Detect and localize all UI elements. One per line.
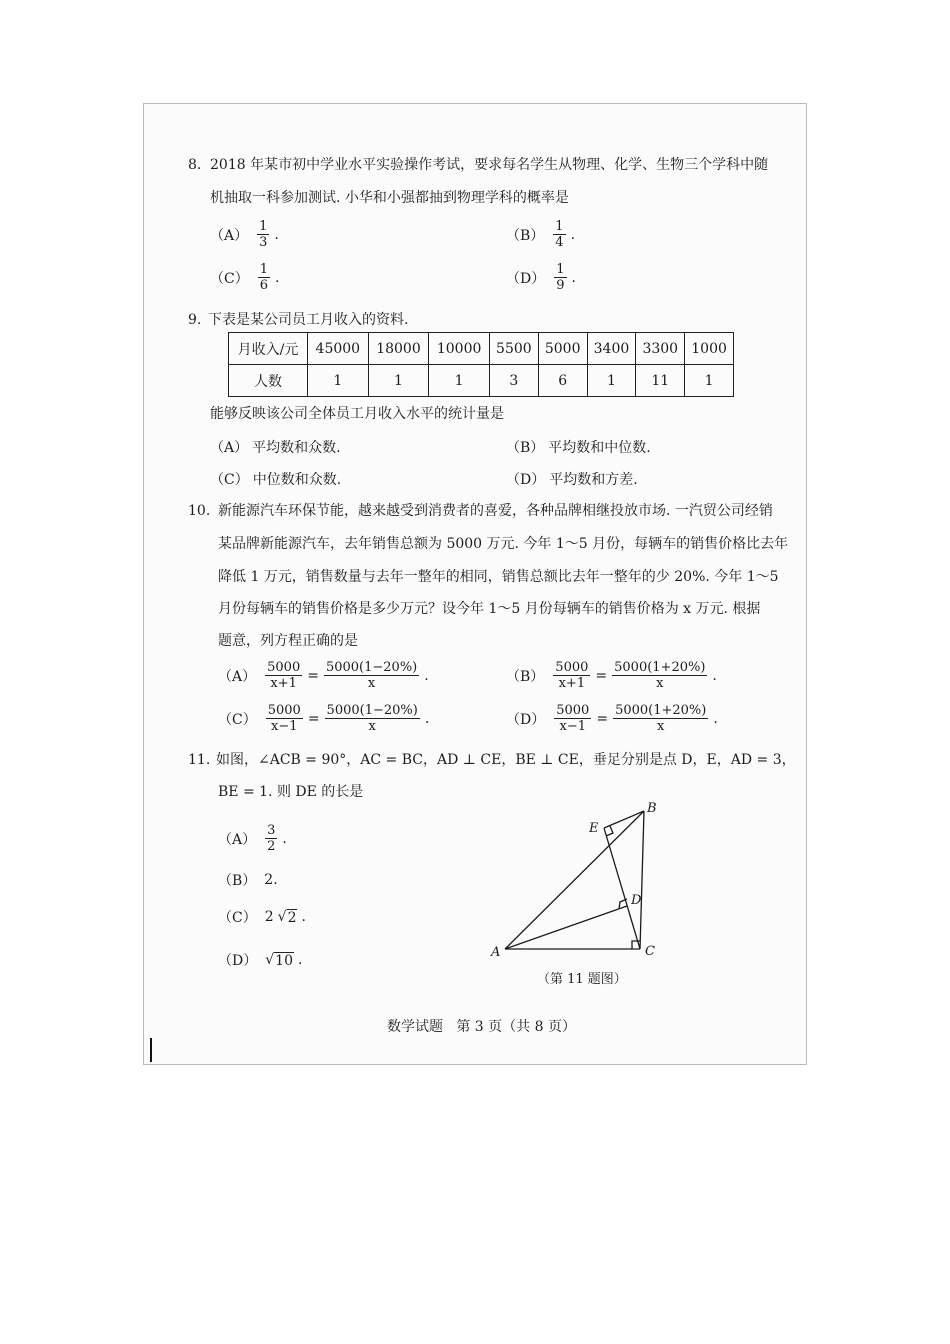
page-footer: 数学试题 第 3 页（共 8 页） xyxy=(387,1019,576,1035)
q8-option-d: （D） $\frac{1}{9}$ . xyxy=(506,262,576,293)
table-row-income xyxy=(229,333,734,365)
segment-bc xyxy=(640,811,644,949)
q9-question: 能够反映该公司全体员工月收入水平的统计量是 xyxy=(210,406,504,422)
q8-option-a: （A） $\frac{1}{3}$ . xyxy=(210,219,279,250)
q10-line-1: 新能源汽车环保节能，越来越受到消费者的喜爱，各种品牌相继投放市场. 一汽贸公司经销 xyxy=(218,503,773,519)
table-cell: 1 xyxy=(368,365,429,397)
q10-option-a: （A） $\frac{5000}{x+1}$ = $\frac{5000(1-20\%)}{x}$ . xyxy=(218,660,429,691)
q10-number: 10. xyxy=(188,503,211,519)
segment-ad xyxy=(505,906,627,949)
table-cell: 11 xyxy=(636,365,685,397)
table-cell: 1 xyxy=(429,365,490,397)
table-cell: 10000 xyxy=(429,333,490,365)
table-cell: 18000 xyxy=(368,333,429,365)
geometry-figure xyxy=(484,799,664,969)
table-cell: 1 xyxy=(587,365,636,397)
table-row-count xyxy=(229,365,734,397)
q9-option-b: （B） 平均数和中位数. xyxy=(506,440,651,456)
q9-option-d: （D） 平均数和方差. xyxy=(506,472,638,488)
table-cell: 6 xyxy=(538,365,587,397)
table-cell: 1000 xyxy=(685,333,734,365)
q8-option-c: （C） $\frac{1}{6}$ . xyxy=(210,262,280,293)
q11-option-a: （A） $\frac{3}{2}$ . xyxy=(218,823,287,854)
q11-option-b: （B） 2. xyxy=(218,872,278,889)
q10-line-5: 题意，列方程正确的是 xyxy=(218,633,358,649)
table-cell: 5500 xyxy=(489,333,538,365)
q10-option-c: （C） $\frac{5000}{x-1}$ = $\frac{5000(1-20\%)}{x}$ . xyxy=(218,703,430,734)
q10-option-b: （B） $\frac{5000}{x+1}$ = $\frac{5000(1+20\%)}{x}$ . xyxy=(506,660,717,691)
label-e: E xyxy=(589,821,599,836)
table-cell: 3300 xyxy=(636,333,685,365)
q8-number: 8. xyxy=(188,157,202,173)
q11-line-1: 如图，∠ACB = 90°，AC = BC，AD ⊥ CE，BE ⊥ CE，垂足分别是点 D，E，AD = 3， xyxy=(216,752,796,768)
segment-ab xyxy=(505,811,644,949)
q11-number: 11. xyxy=(188,752,211,768)
income-table xyxy=(228,332,734,397)
label-c: C xyxy=(645,944,655,959)
label-a: A xyxy=(491,945,501,960)
figure-caption: （第 11 题图） xyxy=(537,972,627,987)
q9-option-c: （C） 中位数和众数. xyxy=(210,472,342,488)
q8-option-b: （B） $\frac{1}{4}$ . xyxy=(506,219,576,250)
exam-page xyxy=(143,103,807,1065)
label-d: D xyxy=(631,893,642,908)
segment-be xyxy=(604,811,644,828)
margin-mark xyxy=(150,1038,152,1062)
q11-option-d: （D） √ 10 . xyxy=(218,951,303,969)
q10-line-2: 某品牌新能源汽车，去年销售总额为 5000 万元. 今年 1～5 月份，每辆车的销售价格比去年 xyxy=(218,536,789,552)
q9-number: 9. xyxy=(188,312,202,328)
table-header-count: 人数 xyxy=(229,365,308,397)
table-header-income: 月收入/元 xyxy=(229,333,308,365)
label-b: B xyxy=(647,801,657,816)
q9-intro: 下表是某公司员工月收入的资料. xyxy=(208,312,409,328)
table-cell: 1 xyxy=(308,365,369,397)
table-cell: 45000 xyxy=(308,333,369,365)
table-cell: 5000 xyxy=(538,333,587,365)
right-angle-mark-e xyxy=(606,826,613,836)
table-cell: 3400 xyxy=(587,333,636,365)
q10-line-4: 月份每辆车的销售价格是多少万元？设今年 1～5 月份每辆车的销售价格为 x 万元. 根据 xyxy=(218,601,761,617)
q9-option-a: （A） 平均数和众数. xyxy=(210,440,341,456)
q10-option-d: （D） $\frac{5000}{x-1}$ = $\frac{5000(1+20\%)}{x}$ . xyxy=(506,703,718,734)
q11-line-2: BE = 1. 则 DE 的长是 xyxy=(218,784,364,800)
q11-option-c: （C） 2 √ 2 . xyxy=(218,908,306,926)
table-cell: 3 xyxy=(489,365,538,397)
q10-line-3: 降低 1 万元，销售数量与去年一整年的相同，销售总额比去年一整年的少 20%. 今年 1～5 xyxy=(218,569,779,585)
q8-line-1: 2018 年某市初中学业水平实验操作考试，要求每名学生从物理、化学、生物三个学科中随 xyxy=(210,157,769,173)
segment-ce xyxy=(604,828,640,949)
q8-line-2: 机抽取一科参加测试. 小华和小强都抽到物理学科的概率是 xyxy=(210,190,569,206)
table-cell: 1 xyxy=(685,365,734,397)
